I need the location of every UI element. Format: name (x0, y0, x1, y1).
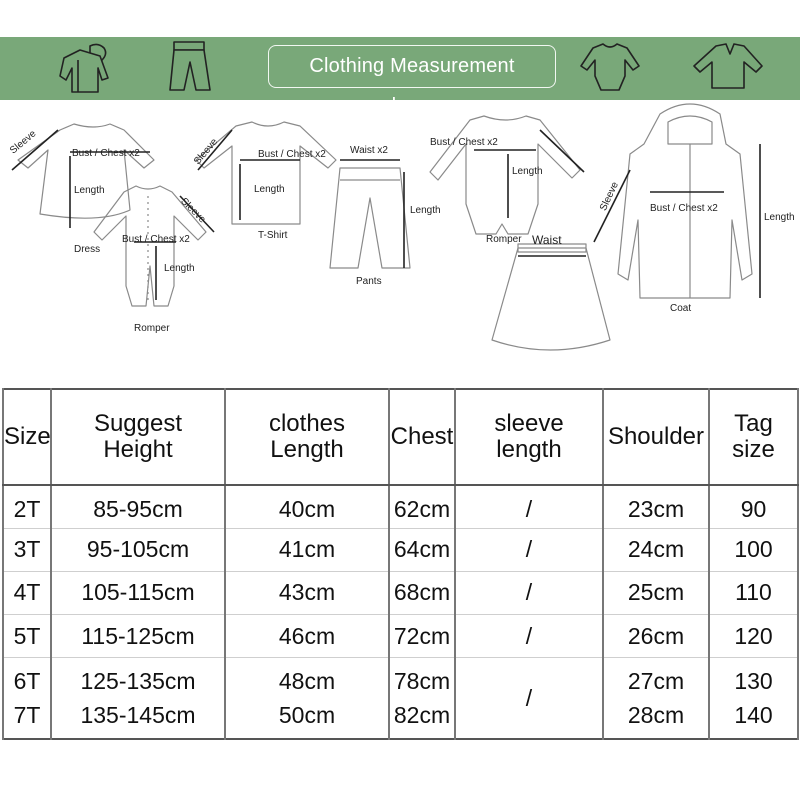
pants-sketch (330, 168, 410, 268)
cell-length: 41cm (225, 528, 389, 571)
cell-sleeve: / (455, 658, 603, 739)
dress-length-label: Length (74, 185, 105, 196)
bodysuit-length-label: Length (512, 166, 543, 177)
dress-sleeve-label: Sleeve (8, 128, 39, 157)
cell-shoulder: 26cm (603, 614, 709, 657)
cell-height: 85-95cm (51, 485, 225, 528)
pants-caption: Pants (356, 276, 382, 287)
pants-waist-label: Waist x2 (350, 145, 388, 156)
cell-chest: 68cm (389, 571, 455, 614)
cell-size: 4T (3, 571, 51, 614)
coat-sleeve-label: Sleeve (598, 180, 621, 213)
romper-sleeve-label: Sleeve (178, 196, 208, 226)
header-tag-size: Tag size (709, 389, 798, 485)
cell-shoulder: 27cm 28cm (603, 658, 709, 739)
cell-chest: 62cm (389, 485, 455, 528)
cell-height: 125-135cm 135-145cm (51, 658, 225, 739)
table-row (3, 571, 798, 614)
header-sleeve-length: sleeve length (455, 389, 603, 485)
sweater-icon (690, 38, 770, 98)
cell-tag: 120 (709, 614, 798, 657)
cell-size: 5T (3, 614, 51, 657)
bodysuit-sketch (430, 116, 580, 234)
cell-shoulder: 23cm (603, 485, 709, 528)
cell-length: 48cm 50cm (225, 658, 389, 739)
romper-icon (575, 38, 645, 98)
cell-chest: 78cm 82cm (389, 658, 455, 739)
tshirt-sketch (196, 122, 336, 224)
header-size: Size (3, 389, 51, 485)
coat-caption: Coat (670, 303, 692, 314)
romper-length-label: Length (164, 263, 195, 274)
cell-tag: 90 (709, 485, 798, 528)
cell-size: 6T 7T (3, 658, 51, 739)
romper-bust-label: Bust / Chest x2 (122, 234, 190, 245)
table-row (3, 485, 798, 528)
cell-shoulder: 24cm (603, 528, 709, 571)
cell-shoulder: 25cm (603, 571, 709, 614)
banner-title: Clothing Measurement schemes (268, 45, 556, 88)
cell-tag: 130 140 (709, 658, 798, 739)
coat-bust-label: Bust / Chest x2 (650, 203, 718, 214)
header-shoulder: Shoulder (603, 389, 709, 485)
romper-caption: Romper (134, 323, 170, 334)
cell-chest: 64cm (389, 528, 455, 571)
dress-bust-label: Bust / Chest x2 (72, 148, 140, 159)
tshirt-sleeve-label: Sleeve (192, 136, 221, 168)
skirt-sketch (492, 244, 610, 350)
cell-sleeve: / (455, 614, 603, 657)
pants-icon (160, 38, 220, 98)
cell-height: 115-125cm (51, 614, 225, 657)
measurement-diagram (0, 100, 800, 360)
dress-sketch (18, 124, 154, 218)
cell-height: 95-105cm (51, 528, 225, 571)
header-chest: Chest (389, 389, 455, 485)
cell-sleeve: / (455, 528, 603, 571)
header-suggest-height: Suggest Height (51, 389, 225, 485)
table-row (3, 614, 798, 657)
table-row-combined (3, 658, 798, 739)
hooded-coat-icon (50, 38, 120, 98)
cell-sleeve: / (455, 571, 603, 614)
skirt-waist-label: Waist (532, 233, 562, 247)
cell-tag: 110 (709, 571, 798, 614)
cell-length: 40cm (225, 485, 389, 528)
coat-sketch (618, 104, 752, 298)
size-chart-table (2, 388, 799, 740)
tshirt-length-label: Length (254, 184, 285, 195)
bodysuit-bust-label: Bust / Chest x2 (430, 137, 498, 148)
pants-length-label: Length (410, 205, 441, 216)
header-clothes-length: clothes Length (225, 389, 389, 485)
bodysuit-caption: Romper (486, 234, 522, 245)
cell-sleeve: / (455, 485, 603, 528)
coat-length-label: Length (764, 212, 795, 223)
table-row (3, 528, 798, 571)
cell-height: 105-115cm (51, 571, 225, 614)
cell-size: 2T (3, 485, 51, 528)
tshirt-caption: T-Shirt (258, 230, 288, 241)
cell-tag: 100 (709, 528, 798, 571)
tshirt-bust-label: Bust / Chest x2 (258, 149, 326, 160)
cell-length: 43cm (225, 571, 389, 614)
cell-length: 46cm (225, 614, 389, 657)
cell-size: 3T (3, 528, 51, 571)
cell-chest: 72cm (389, 614, 455, 657)
dress-caption: Dress (74, 244, 101, 255)
table-header-row (3, 389, 798, 485)
